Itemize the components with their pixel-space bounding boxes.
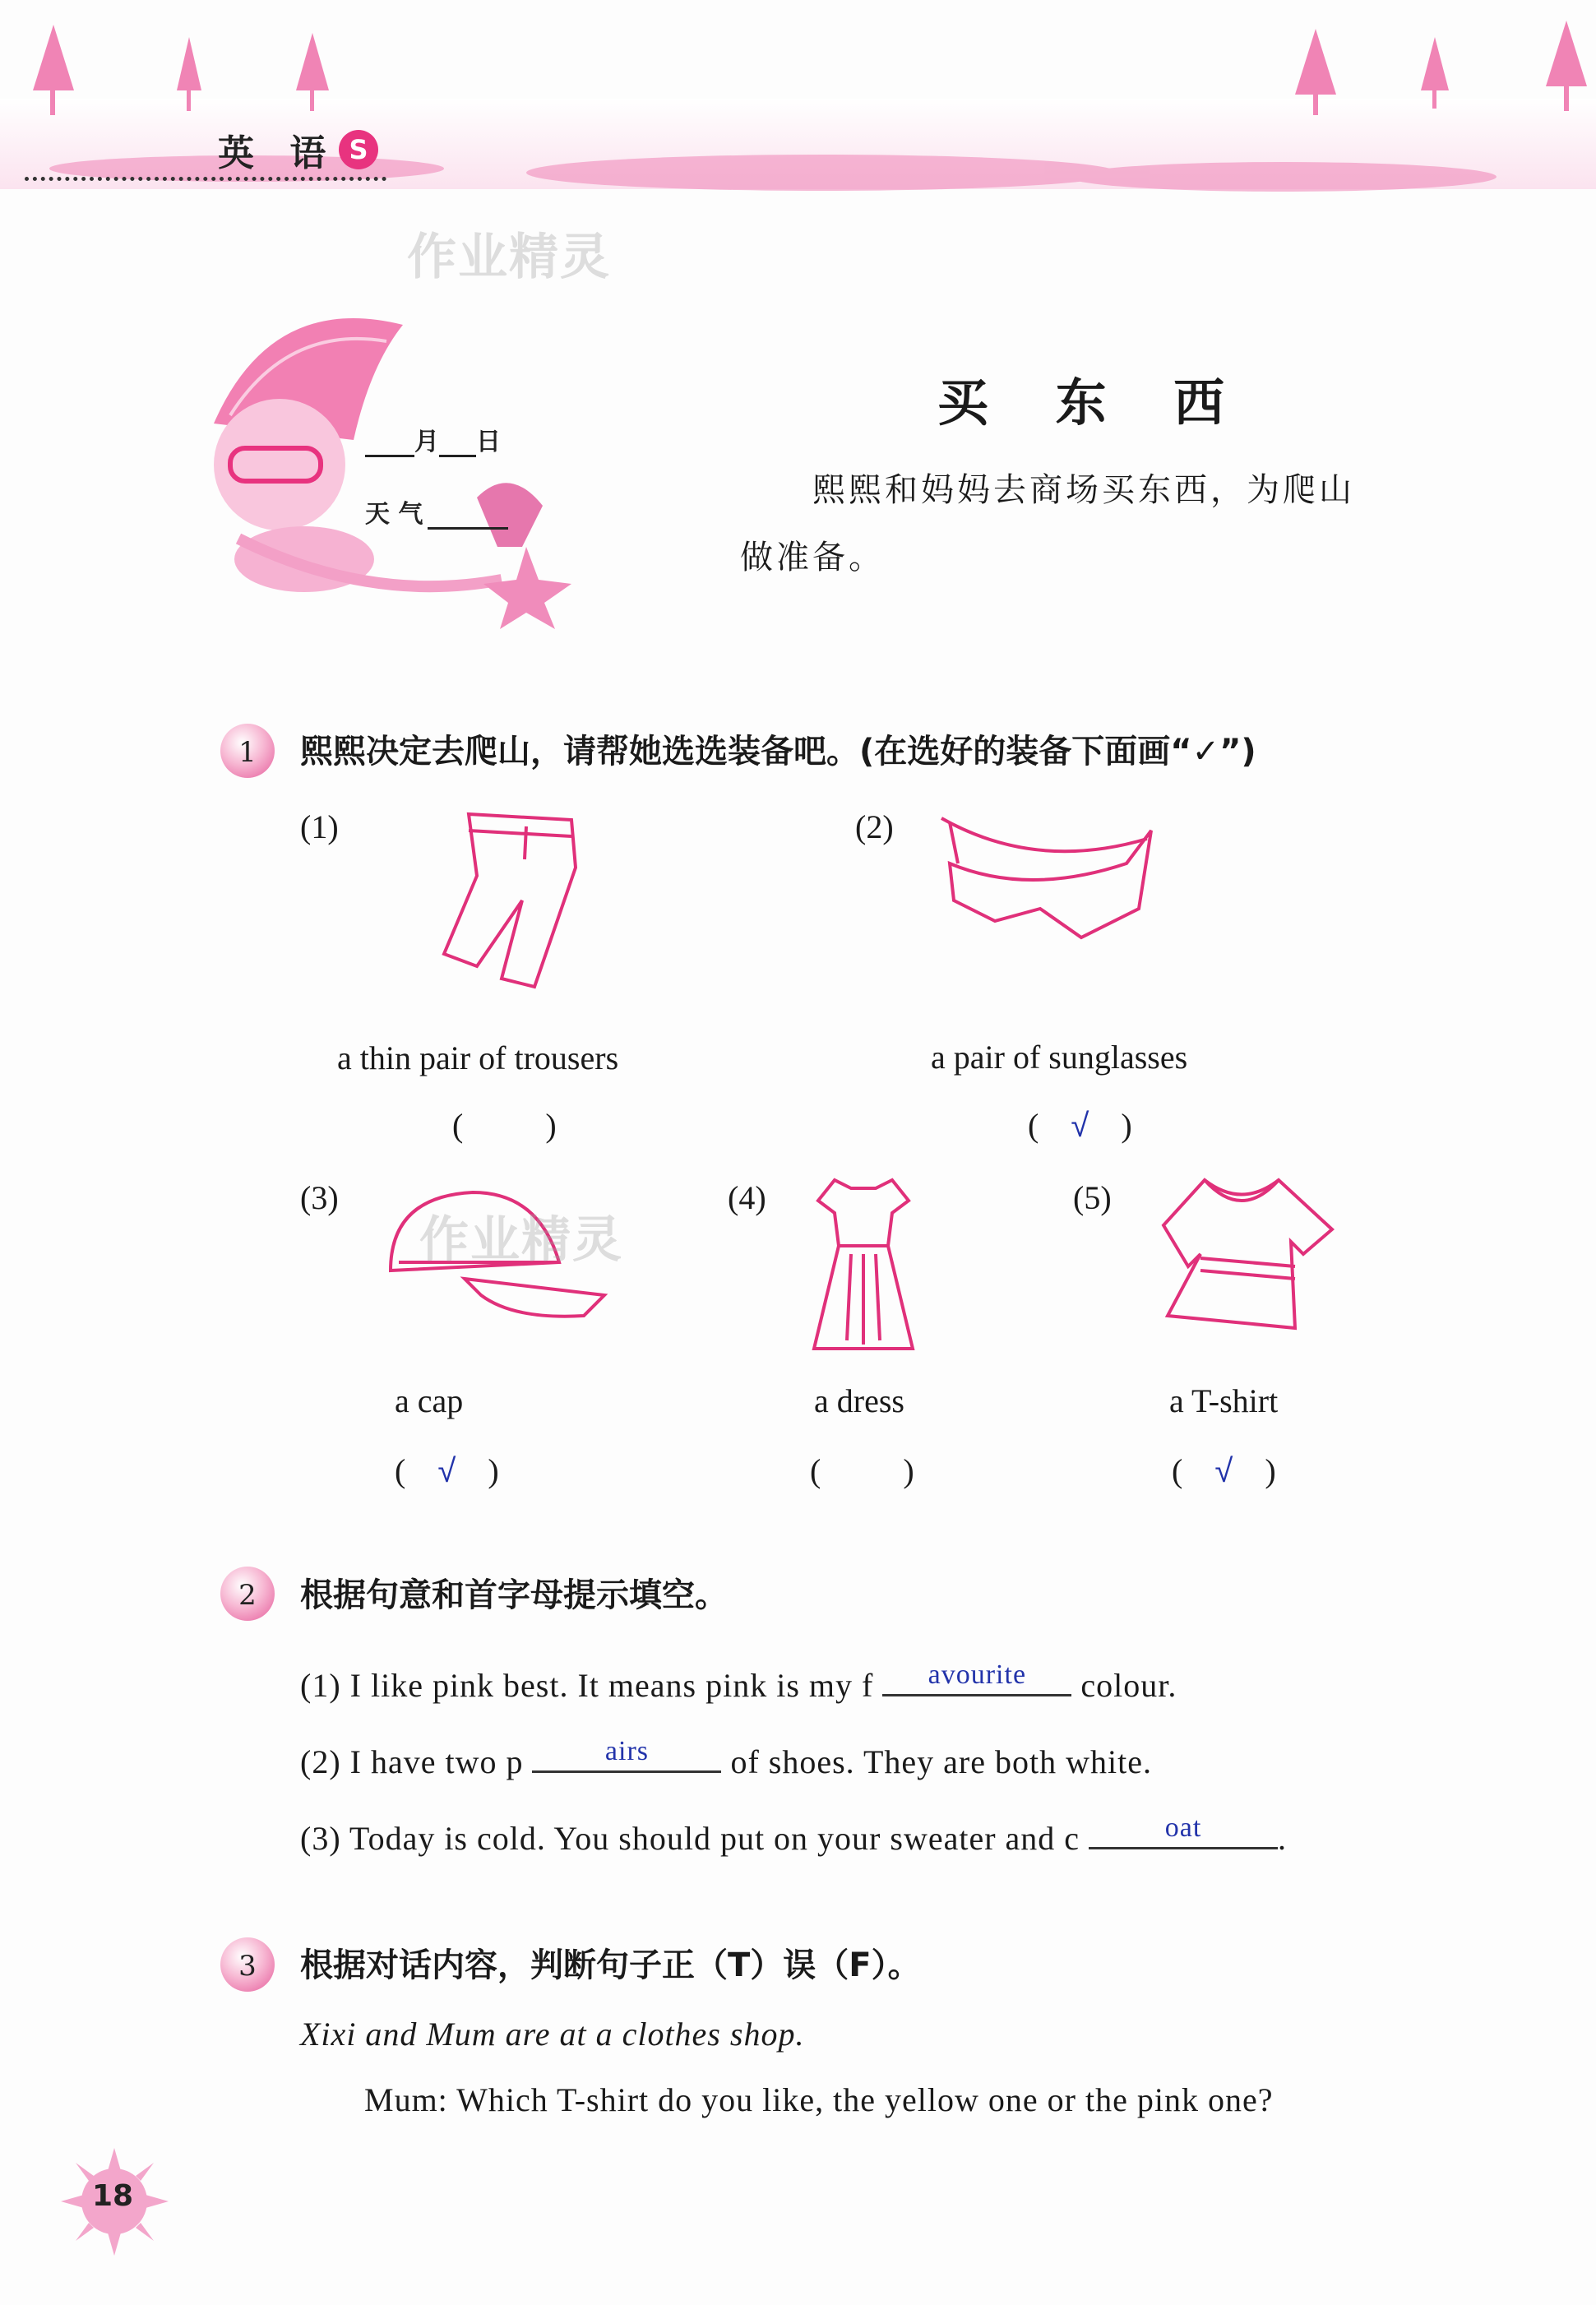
fill-blank-3[interactable]: oat [1089, 1814, 1278, 1849]
item-3-label: a cap [395, 1382, 464, 1419]
tshirt-icon [1155, 1176, 1344, 1340]
item-3-answer-box[interactable]: ( √ ) [395, 1452, 499, 1489]
section-2-number: 2 [220, 1567, 275, 1621]
item-5-label: a T-shirt [1169, 1382, 1279, 1419]
page-number: 18 [92, 2179, 134, 2213]
watermark-top: 作业精灵 [407, 229, 611, 286]
item-1-number: (1) [300, 808, 339, 845]
fill-question-3: (3) Today is cold. You should put on your sweater and c oat . [300, 1812, 1288, 1857]
fill-question-2: (2) I have two p airs of shoes. They are both white. [300, 1736, 1152, 1780]
item-1-label: a thin pair of trousers [337, 1039, 619, 1076]
lesson-title: 买 东 西 [937, 373, 1250, 433]
weather-field[interactable]: 天 气 [365, 493, 508, 530]
edition-badge: S [339, 130, 378, 169]
item-2-label: a pair of sunglasses [931, 1039, 1188, 1076]
header-dotted-rule [25, 177, 386, 181]
item-4-answer-box[interactable]: ( ) [810, 1452, 914, 1489]
lesson-intro: 熙熙和妈妈去商场买东西，为爬山做准备。 [740, 471, 1355, 576]
date-field[interactable]: 月 日 [365, 421, 501, 457]
item-4-label: a dress [814, 1382, 904, 1419]
subject-title: 英 语 [218, 132, 338, 174]
item-5-number: (5) [1073, 1179, 1112, 1216]
fill-blank-1[interactable]: avourite [882, 1661, 1071, 1696]
section-3-number: 3 [220, 1937, 275, 1992]
item-5-answer-box[interactable]: ( √ ) [1172, 1452, 1276, 1489]
section-3-instruction: 根据对话内容，判断句子正（T）误（F）。 [300, 1946, 921, 1984]
dialogue-line-1: Mum: Which T-shirt do you like, the yellow one or the pink one? [364, 2081, 1274, 2118]
section-1-number: 1 [220, 724, 275, 778]
item-2-answer-box[interactable]: ( √ ) [1028, 1107, 1132, 1144]
sunglasses-icon [937, 814, 1159, 946]
section-2-instruction: 根据句意和首字母提示填空。 [300, 1576, 728, 1614]
fill-question-1: (1) I like pink best. It means pink is my f avourite colour. [300, 1659, 1177, 1704]
item-1-answer-box[interactable]: ( ) [452, 1107, 557, 1144]
dress-icon [810, 1176, 917, 1357]
section-1-instruction: 熙熙决定去爬山，请帮她选选装备吧。(在选好的装备下面画“✓”) [300, 733, 1256, 771]
trousers-icon [419, 810, 584, 999]
dialogue-scene: Xixi and Mum are at a clothes shop. [300, 2016, 805, 2053]
item-2-number: (2) [855, 808, 894, 845]
fill-blank-2[interactable]: airs [532, 1738, 721, 1773]
item-3-number: (3) [300, 1179, 339, 1216]
item-4-number: (4) [728, 1179, 766, 1216]
watermark-middle: 作业精灵 [419, 1211, 623, 1269]
